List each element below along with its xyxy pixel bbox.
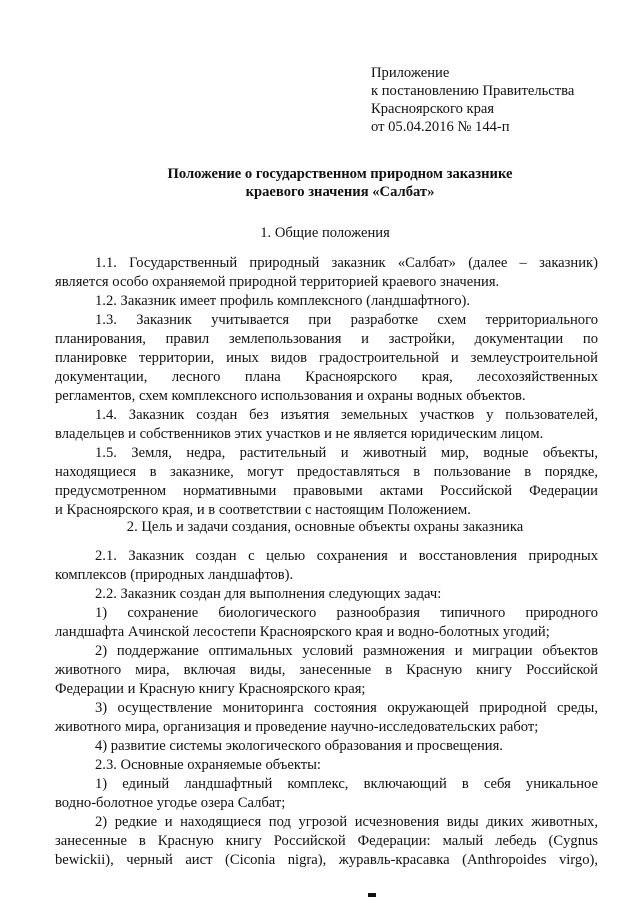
paragraph-line: комплексов (природных ландшафтов). (55, 567, 294, 583)
paragraph-line: 1.5. Земля, недра, растительный и животный мир, водные объекты, (95, 445, 598, 461)
paragraph-line: является особо охраняемой природной территорией краевого значения. (55, 274, 500, 290)
document-title (100, 165, 580, 201)
paragraph-line: животного мира, включая виды, занесенные в Красную книгу Российской (55, 662, 598, 678)
section-heading-general: 1. Общие положения (260, 225, 390, 241)
paragraph-line: 4) развитие системы экологического образования и просвещения. (95, 738, 503, 754)
paragraph-line: ландшафта Ачинской лесостепи Красноярского края и водно-болотных угодий; (55, 624, 550, 640)
paragraph-line: 1.1. Государственный природный заказник «Салбат» (далее – заказник) (95, 255, 598, 271)
paragraph-line: 1) единый ландшафтный комплекс, включающий в себя уникальное (95, 776, 598, 792)
paragraph-line: водно-болотное угодье озера Салбат; (55, 795, 286, 811)
paragraph-line: 1) сохранение биологического разнообразия типичного природного (95, 605, 598, 621)
paragraph-line: 2) поддержание оптимальных условий размножения и миграции объектов (95, 643, 598, 659)
approval-line: от 05.04.2016 № 144-п (371, 119, 510, 135)
paragraph-line: 2.2. Заказник создан для выполнения следующих задач: (95, 586, 442, 602)
paragraph-line: планирования, правил землепользования и застройки, документации по (55, 331, 598, 347)
paragraph-line: 2.3. Основные охраняемые объекты: (95, 757, 321, 773)
paragraph-line: 3) осуществление мониторинга состояния окружающей природной среды, (95, 700, 598, 716)
paragraph-line: и Красноярского края, и в соответствии с настоящим Положением. (55, 502, 471, 518)
section-heading-goals: 2. Цель и задачи создания, основные объекты охраны заказника (126, 519, 524, 535)
approval-line: Приложение (371, 65, 450, 81)
approval-line: к постановлению Правительства (371, 83, 575, 99)
scan-mark (368, 893, 376, 897)
paragraph-line: находящиеся в заказнике, могут предоставляться в пользование в порядке, (55, 464, 598, 480)
paragraph-line: планировке территории, иных видов градостроительной и землеустроительной (55, 350, 598, 366)
paragraph-line: bewickii), черный аист (Ciconia nigra), журавль-красавка (Anthropoides virgo), (55, 852, 598, 868)
paragraph-line: 1.3. Заказник учитывается при разработке схем территориального (95, 312, 598, 328)
paragraph-line: 2) редкие и находящиеся под угрозой исчезновения виды диких животных, (95, 814, 598, 830)
paragraph-line: 1.4. Заказник создан без изъятия земельных участков у пользователей, (95, 407, 598, 423)
approval-block (371, 64, 621, 136)
paragraph-line: документации, лесного плана Красноярского края, лесохозяйственных (55, 369, 598, 385)
paragraph-line: Федерации и Красную книгу Красноярского края; (55, 681, 366, 697)
approval-line: Красноярского края (371, 101, 495, 117)
paragraph-line: предусмотренном нормативными правовыми актами Российской Федерации (55, 483, 598, 499)
paragraph-line: владельцев и собственников этих участков и не является юридическим лицом. (55, 426, 544, 442)
paragraph-line: 2.1. Заказник создан с целью сохранения и восстановления природных (95, 548, 598, 564)
title-line: краевого значения «Салбат» (245, 184, 435, 200)
section-goals-body (55, 547, 598, 870)
title-line: Положение о государственном природном заказнике (167, 166, 513, 182)
paragraph-line: занесенные в Красную книгу Российской Федерации: малый лебедь (Cygnus (55, 833, 598, 849)
paragraph-line: регламентов, схем комплексного использования и охраны водных объектов. (55, 388, 526, 404)
section-general-body (55, 254, 598, 520)
paragraph-line: 1.2. Заказник имеет профиль комплексного (ландшафтного). (95, 293, 471, 309)
paragraph-line: животного мира, организация и проведение научно-исследовательских работ; (55, 719, 539, 735)
